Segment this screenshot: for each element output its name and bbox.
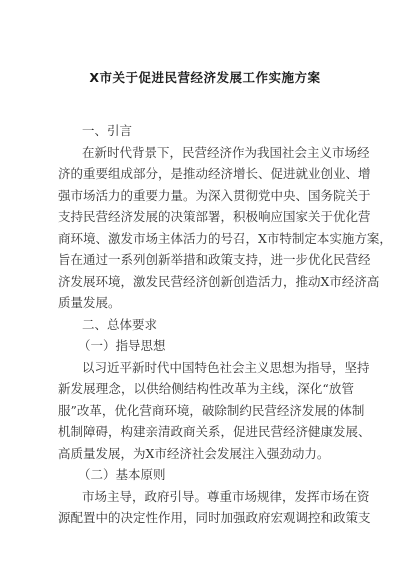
subsection-heading-guiding-ideology: （一）指导思想 [78, 338, 166, 353]
paragraph-line: 商环境、激发市场主体活力的号召，X市特制定本实施方案， [58, 231, 392, 246]
paragraph-line: 强市场活力的重要力量。为深入贯彻党中央、国务院关于 [58, 188, 371, 203]
paragraph-line: 在新时代背景下，民营经济作为我国社会主义市场经 [82, 145, 370, 160]
section-heading-introduction: 一、引言 [82, 123, 133, 138]
paragraph-line: 以习近平新时代中国特色社会主义思想为指导，坚持 [82, 360, 370, 375]
paragraph-line: 服”改革，优化营商环境，破除制约民营经济发展的体制 [58, 403, 365, 418]
paragraph-line: 质量发展。 [58, 295, 121, 310]
paragraph-line: 市场主导，政府引导。尊重市场规律，发挥市场在资 [82, 489, 370, 504]
paragraph-line: 新发展理念，以供给侧结构性改革为主线，深化“放管 [58, 381, 354, 396]
paragraph-line: 高质量发展，为X市经济社会发展注入强劲动力。 [58, 446, 330, 461]
document-title: X市关于促进民营经济发展工作实施方案 [89, 70, 321, 85]
section-heading-general-requirements: 二、总体要求 [82, 317, 158, 332]
paragraph-line: 旨在通过一系列创新举措和政策支持，进一步优化民营经 [58, 252, 371, 267]
subsection-heading-basic-principles: （二）基本原则 [78, 467, 166, 482]
paragraph-line: 机制障碍，构建亲清政商关系，促进民营经济健康发展、 [58, 424, 371, 439]
paragraph-line: 济发展环境，激发民营经济创新创造活力，推动X市经济高 [58, 274, 380, 289]
paragraph-line: 支持民营经济发展的决策部署，积极响应国家关于优化营 [58, 209, 371, 224]
paragraph-line: 济的重要组成部分，是推动经济增长、促进就业创业、增 [58, 166, 371, 181]
paragraph-line: 源配置中的决定性作用，同时加强政府宏观调控和政策支 [58, 510, 371, 525]
